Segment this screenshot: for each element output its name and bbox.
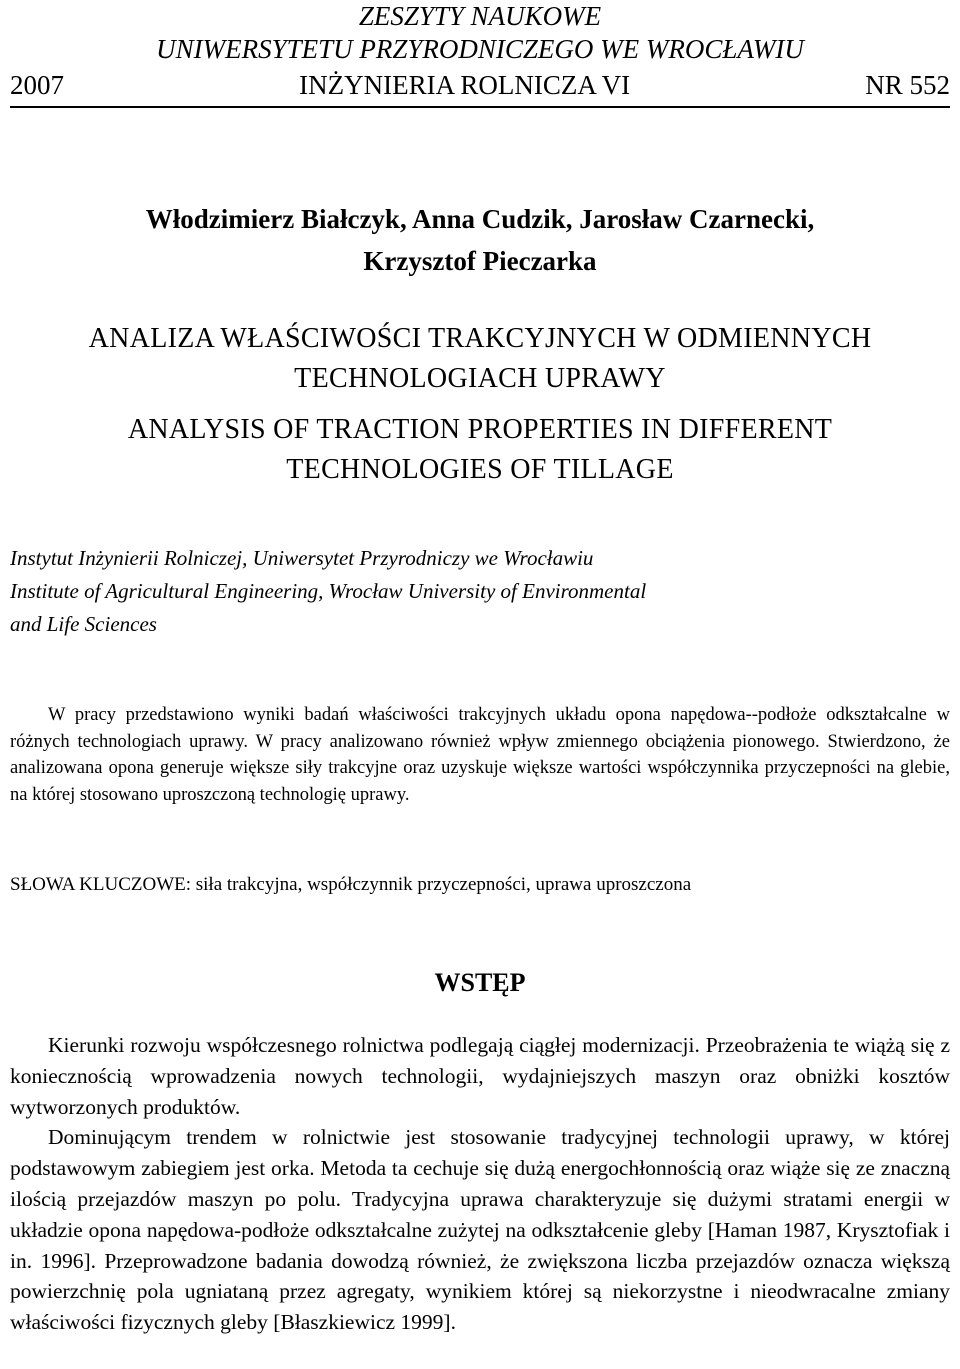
abstract: [10, 702, 950, 808]
journal-number: NR 552: [865, 70, 950, 100]
affiliation: [10, 542, 950, 641]
title-english: [0, 410, 960, 490]
journal-header: [10, 0, 950, 108]
title-english-line2: TECHNOLOGIES OF TILLAGE: [286, 454, 674, 485]
journal-year: 2007: [10, 70, 64, 100]
body-paragraph-2: Dominującym trendem w rolnictwie jest stosowanie tradycyjnej technologii uprawy, w której podstawowym zabiegiem jest orka. Metoda ta cechuje się dużą energochłonnością oraz wiąże się ze znaczną ilością przejazdów maszyn po polu. Tradycyjna uprawa charakteryzuje się dużymi stratami energii w układzie opona napędowa-podłoże odkształcalne zużytej na odkształcenie gleby [Haman 1987, Krysztofiak i in. 1996]. Przeprowadzone badania dowodzą również, że zwiększona liczba przejazdów oznacza większą powierzchnię pola ugniataną przez agregaty, wynikiem której są niekorzystne i nieodwracalne zmiany właściwości fizycznych gleby [Błaszkiewicz 1999].: [10, 1125, 950, 1335]
body-text: [10, 1030, 950, 1338]
authors-line2: Krzysztof Pieczarka: [363, 246, 597, 276]
body-paragraph-1: Kierunki rozwoju współczesnego rolnictwa podlegają ciągłej modernizacji. Przeobrażenia te wiążą się z koniecznością wprowadzenia nowych technologii, wydajniejszych maszyn oraz obniżki kosztów wytworzonych produktów.: [10, 1033, 950, 1119]
title-polish-line1: ANALIZA WŁAŚCIWOŚCI TRAKCYJNYCH W ODMIENNYCH: [88, 323, 872, 354]
journal-name-line1: ZESZYTY NAUKOWE: [358, 1, 602, 31]
title-polish-line2: TECHNOLOGIACH UPRAWY: [294, 363, 666, 394]
authors: [0, 198, 960, 282]
affiliation-line3: and Life Sciences: [10, 612, 157, 636]
affiliation-line2: Institute of Agricultural Engineering, Wrocław University of Environmental: [10, 579, 647, 603]
authors-line1: Włodzimierz Białczyk, Anna Cudzik, Jarosław Czarnecki,: [145, 204, 815, 234]
affiliation-line1: Instytut Inżynierii Rolniczej, Uniwersytet Przyrodniczy we Wrocławiu: [10, 546, 594, 570]
abstract-text: W pracy przedstawiono wyniki badań właściwości trakcyjnych układu opona napędowa--podłoże odkształcalne w różnych technologiach uprawy. W pracy analizowano również wpływ zmiennego obciążenia pionowego. Stwierdzono, że analizowana opona generuje większe siły trakcyjne oraz uzyskuje większe wartości współczynnika przyczepności na glebie, na której stosowano uproszczoną technologię uprawy.: [10, 705, 950, 805]
title-english-line1: ANALYSIS OF TRACTION PROPERTIES IN DIFFERENT: [127, 414, 833, 445]
keywords: SŁOWA KLUCZOWE: siła trakcyjna, współczynnik przyczepności, uprawa uproszczona: [10, 874, 692, 895]
title-polish: [0, 319, 960, 399]
section-heading: WSTĘP: [434, 968, 526, 997]
header-rule: [10, 106, 950, 108]
journal-series: INŻYNIERIA ROLNICZA VI: [299, 70, 631, 100]
journal-meta: [10, 66, 950, 102]
journal-name-line2: UNIWERSYTETU PRZYRODNICZEGO WE WROCŁAWIU: [156, 34, 804, 64]
